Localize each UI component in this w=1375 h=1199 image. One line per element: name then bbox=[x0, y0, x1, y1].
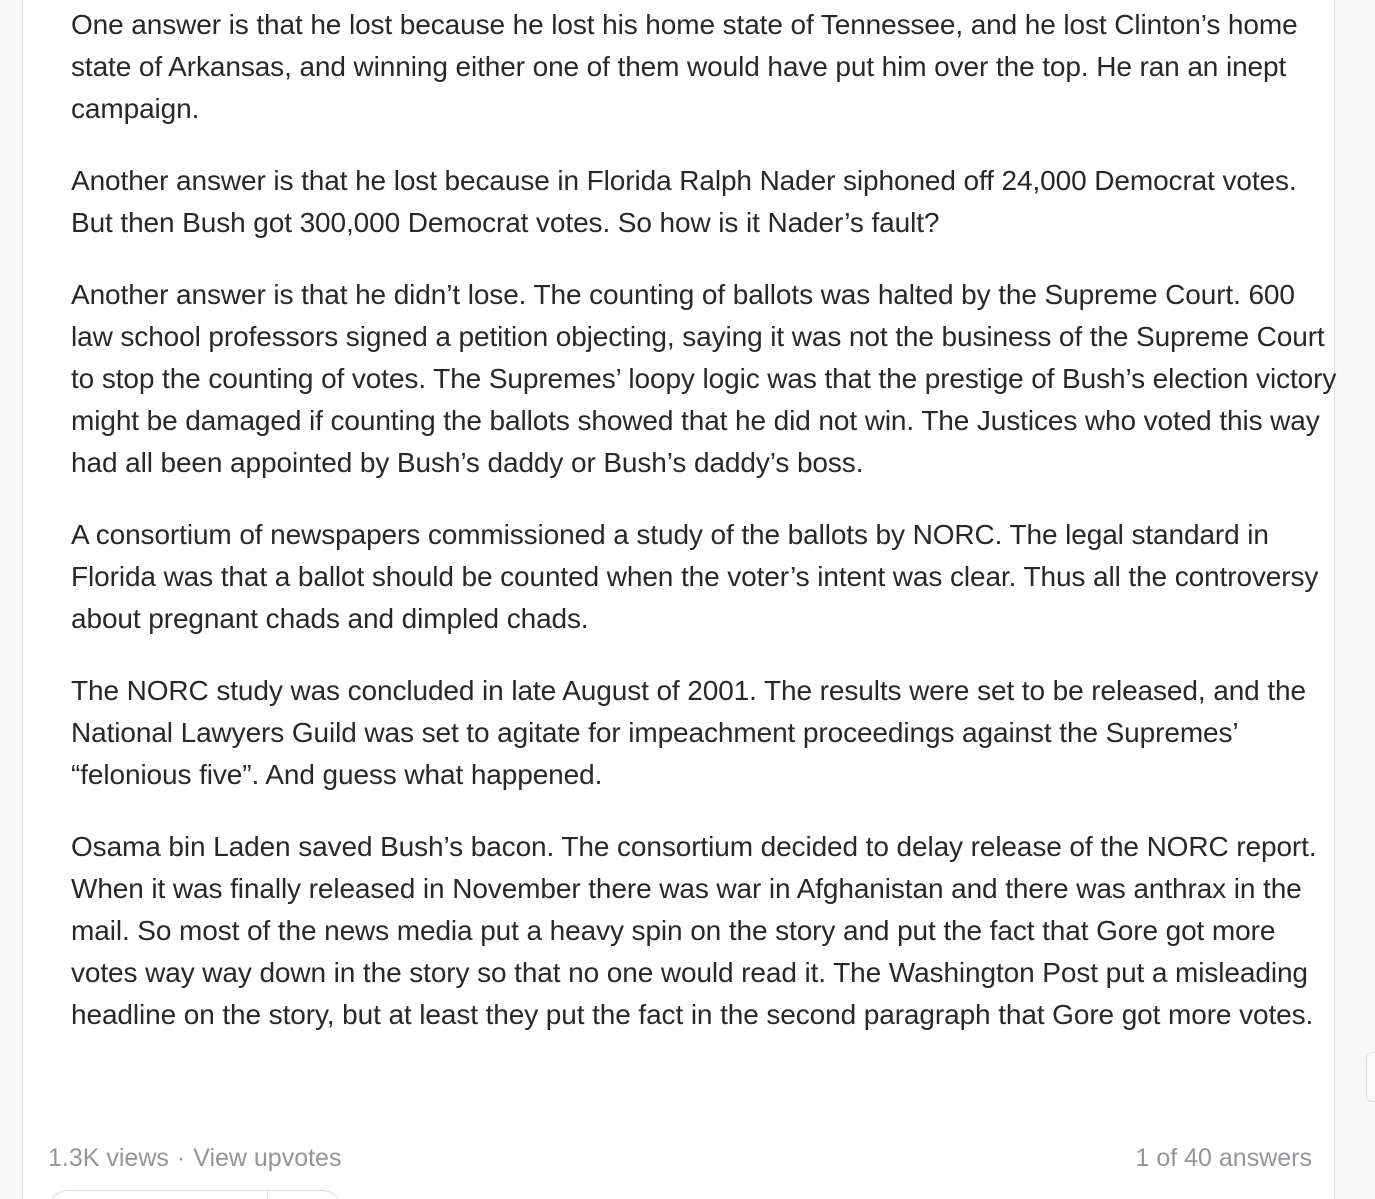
answer-body bbox=[71, 4, 1341, 1066]
answer-meta-row bbox=[48, 1138, 1312, 1178]
answer-paragraph: Osama bin Laden saved Bush’s bacon. The consortium decided to delay release of the NORC report. When it was finally released in November there was war in Afghanistan and there was anthrax in the mail. So most of the news media put a heavy spin on the story and put the fact that Gore got more votes way way down in the story so that no one would read it. The Washington Post put a misleading headline on the story, but at least they put the fact in the second paragraph that Gore got more votes. bbox=[71, 831, 1317, 1030]
answer-paragraph: One answer is that he lost because he lost his home state of Tennessee, and he lost Clinton’s home state of Arkansas, and winning either one of them would have put him over the top. He ran an inept campaign. bbox=[71, 9, 1298, 124]
answer-stats bbox=[48, 1138, 341, 1178]
answer-paragraph: Another answer is that he didn’t lose. The counting of ballots was halted by the Supreme Court. 600 law school professors signed a petition objecting, saying it was not the business of the Supreme Court to stop the counting of votes. The Supremes’ loopy logic was that the prestige of Bush’s election victory might be damaged if counting the ballots showed that he did not win. The Justices who voted this way had all been appointed by Bush’s daddy or Bush’s daddy’s boss. bbox=[71, 279, 1337, 478]
view-count: 1.3K views bbox=[48, 1144, 169, 1172]
answer-card bbox=[22, 0, 1335, 1199]
answer-paragraph: Another answer is that he lost because in Florida Ralph Nader siphoned off 24,000 Democrat votes. But then Bush got 300,000 Democrat votes. So how is it Nader’s fault? bbox=[71, 165, 1297, 238]
answer-paragraph: The NORC study was concluded in late August of 2001. The results were set to be released, and the National Lawyers Guild was set to agitate for impeachment proceedings against the Supremes’ “felonious five”. And guess what happened. bbox=[71, 675, 1306, 790]
meta-separator: · bbox=[176, 1144, 186, 1172]
view-upvotes-link[interactable]: View upvotes bbox=[193, 1144, 342, 1172]
action-divider bbox=[267, 1191, 268, 1199]
vote-action-bar[interactable] bbox=[48, 1190, 342, 1199]
side-panel-edge bbox=[1366, 1052, 1375, 1102]
answer-paragraph: A consortium of newspapers commissioned a study of the ballots by NORC. The legal standard in Florida was that a ballot should be counted when the voter’s intent was clear. Thus all the controversy about pregnant chads and dimpled chads. bbox=[71, 519, 1319, 634]
answer-position: 1 of 40 answers bbox=[1135, 1144, 1312, 1172]
